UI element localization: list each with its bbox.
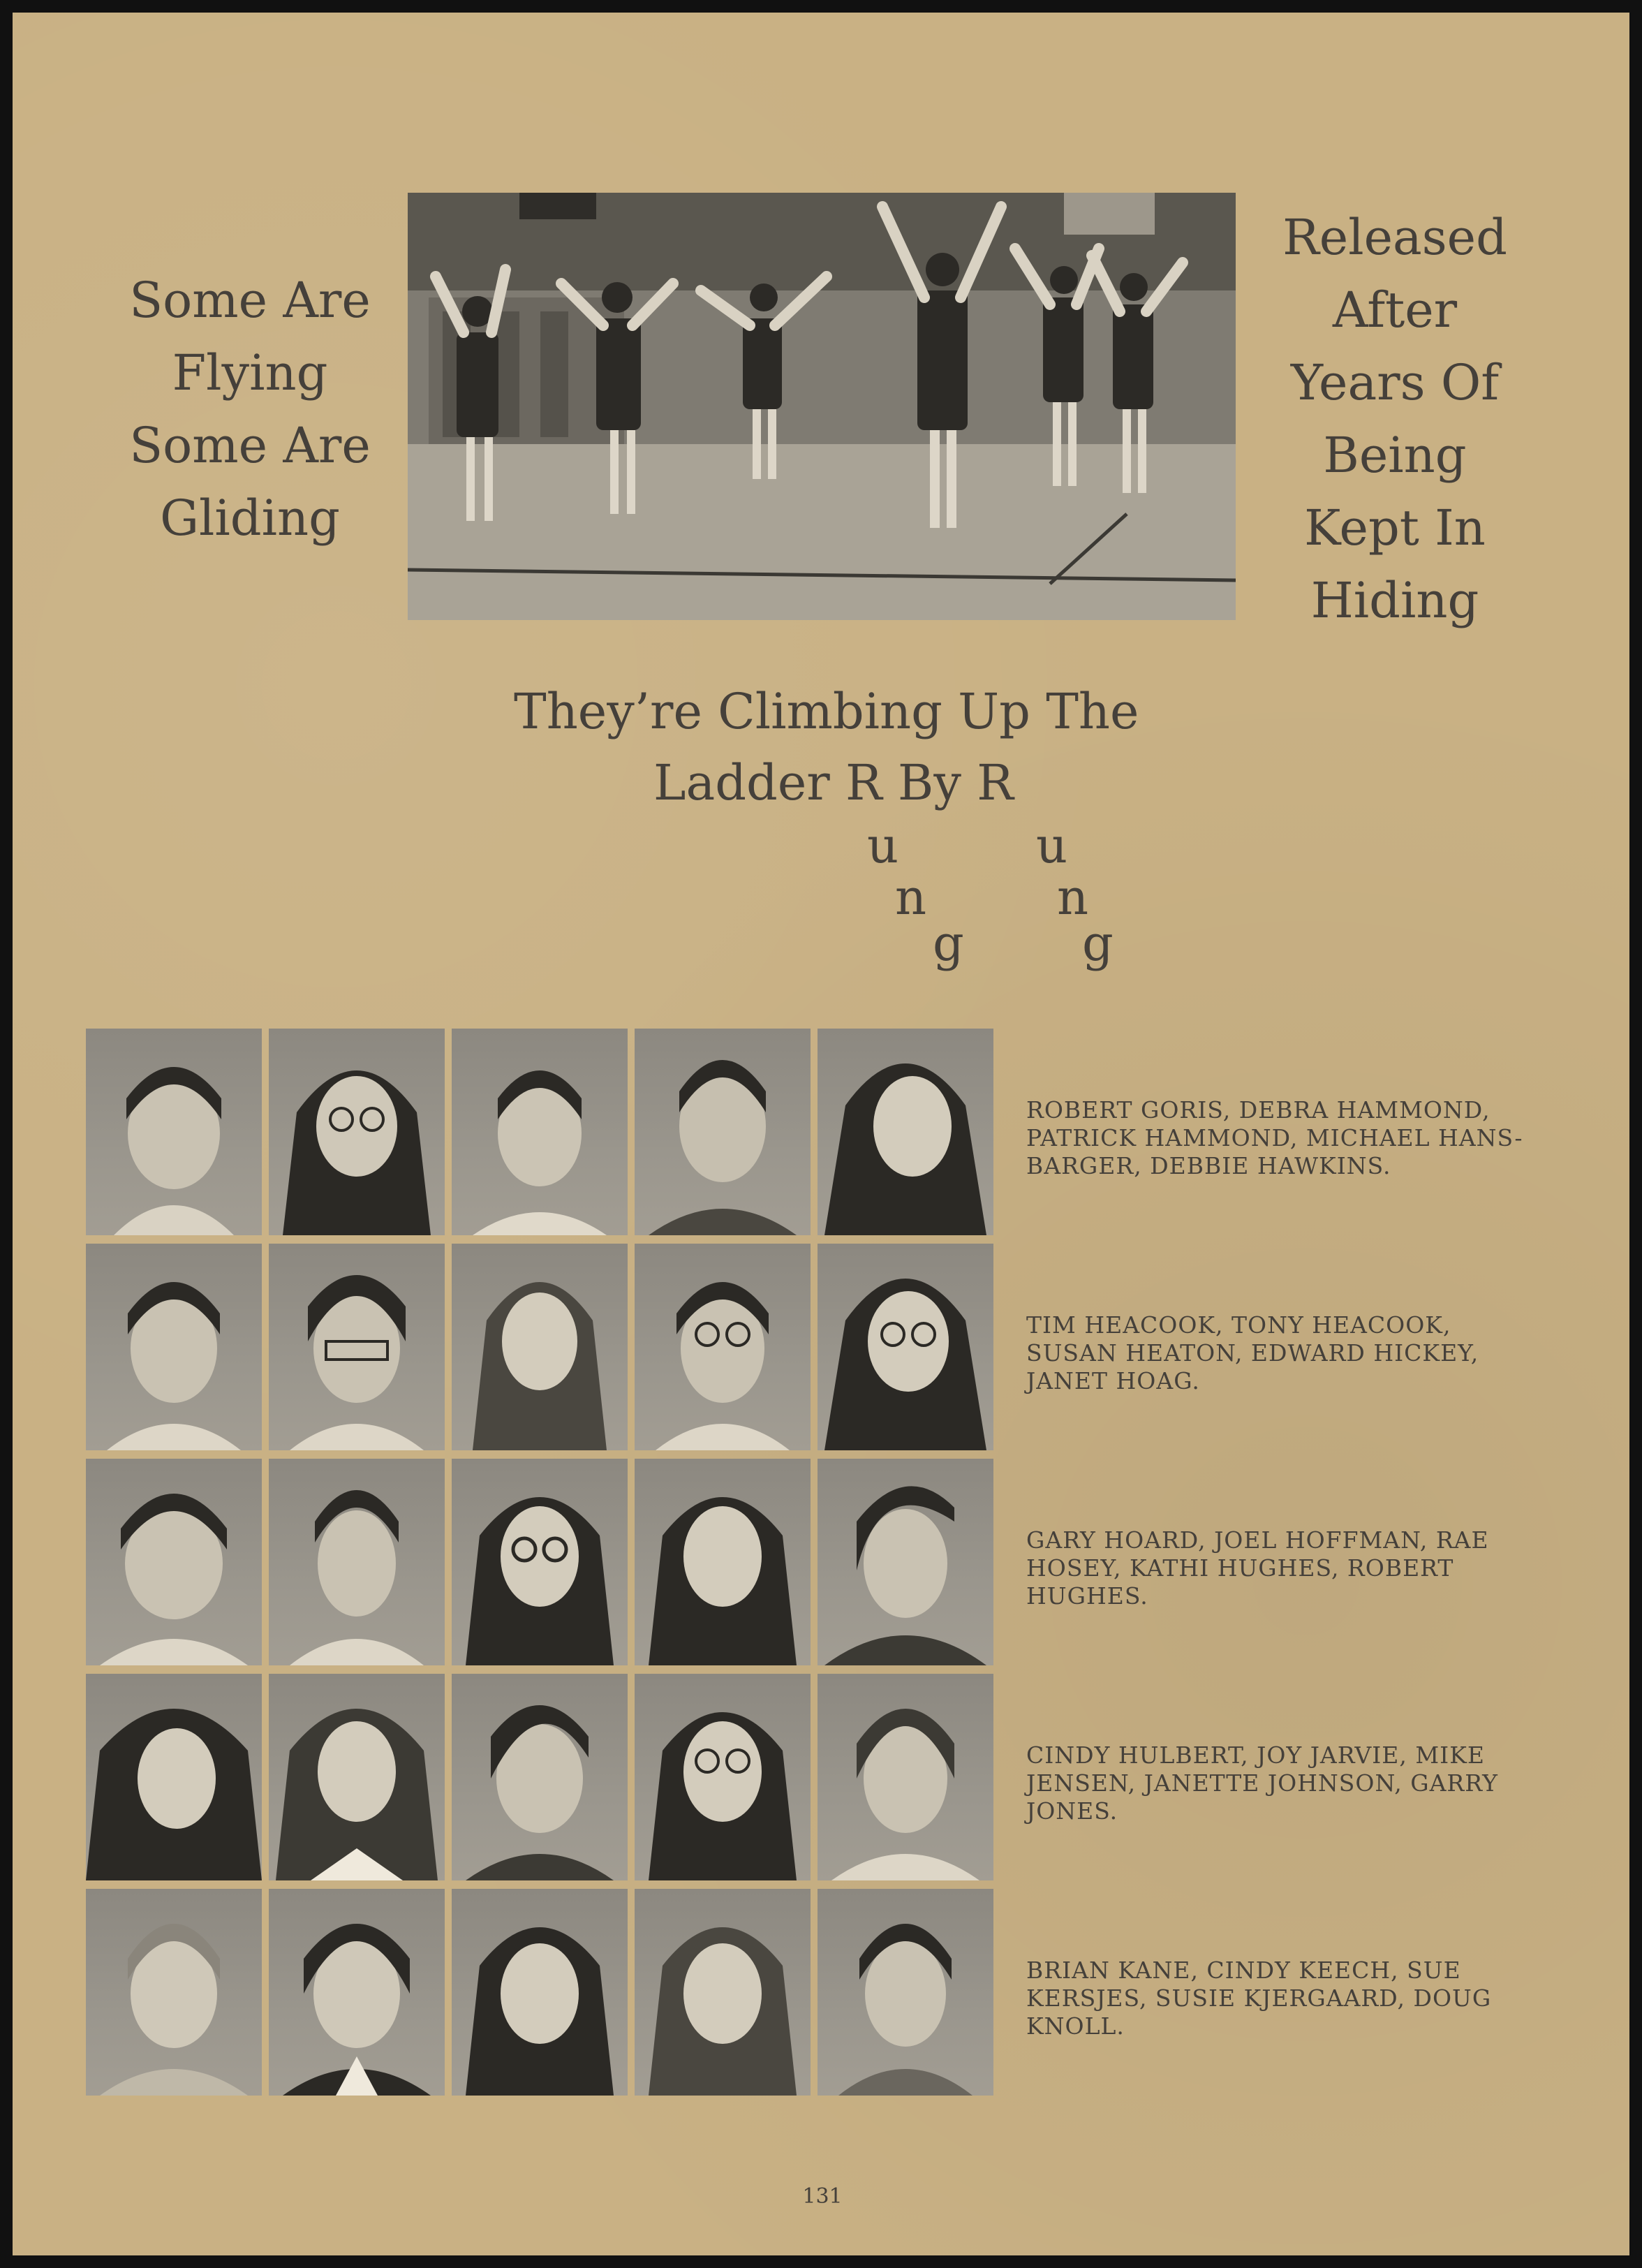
caption-line: JONES. [1026, 1797, 1118, 1825]
headline-line-1: They’re Climbing Up The [514, 683, 1139, 740]
poem-left-line: Flying [172, 344, 328, 402]
student-portrait [635, 1674, 811, 1880]
student-portrait [269, 1674, 445, 1880]
caption-line: KERSJES, SUSIE KJERGAARD, DOUG [1026, 1984, 1492, 2012]
rung-left-letter: g [933, 915, 964, 972]
student-portrait [452, 1674, 628, 1880]
student-portrait [269, 1029, 445, 1235]
caption-line: HOSEY, KATHI HUGHES, ROBERT [1026, 1554, 1454, 1582]
student-portrait [452, 1244, 628, 1450]
portrait-row [86, 1889, 1007, 2096]
poem-left-line: Some Are [129, 417, 371, 474]
poem-right-line: Kept In [1304, 499, 1486, 557]
row-caption [1026, 1526, 1557, 1610]
rung-right-letter: u [1036, 817, 1068, 874]
caption-line: BARGER, DEBBIE HAWKINS. [1026, 1152, 1391, 1179]
portrait-row [86, 1459, 1007, 1665]
student-portrait [818, 1029, 993, 1235]
student-portrait [452, 1889, 628, 2096]
student-portrait [86, 1459, 262, 1665]
portrait-row [86, 1029, 1007, 1235]
student-portrait [635, 1459, 811, 1665]
portrait-grid [86, 1029, 1007, 2104]
student-portrait [635, 1244, 811, 1450]
yearbook-page [13, 13, 1629, 2255]
caption-line: KNOLL. [1026, 2012, 1125, 2040]
student-portrait [635, 1029, 811, 1235]
student-portrait [86, 1889, 262, 2096]
caption-line: ROBERT GORIS, DEBRA HAMMOND, [1026, 1096, 1491, 1124]
row-caption [1026, 1096, 1557, 1180]
student-portrait [452, 1029, 628, 1235]
student-portrait [452, 1459, 628, 1665]
student-portrait [818, 1244, 993, 1450]
poem-right-line: Released [1282, 209, 1507, 266]
row-caption [1026, 1742, 1557, 1825]
rung-left-letter: u [867, 817, 899, 874]
rung-right-letter: g [1082, 915, 1114, 972]
poem-right [1269, 201, 1521, 637]
caption-line: CINDY HULBERT, JOY JARVIE, MIKE [1026, 1742, 1485, 1769]
student-portrait [269, 1244, 445, 1450]
rung-right-letter: n [1057, 869, 1089, 926]
caption-line: JENSEN, JANETTE JOHNSON, GARRY [1026, 1769, 1498, 1797]
caption-line: TIM HEACOOK, TONY HEACOOK, [1026, 1311, 1451, 1339]
row-caption [1026, 1311, 1557, 1395]
cheerleaders-photo-image [408, 193, 1236, 620]
caption-line: GARY HOARD, JOEL HOFFMAN, RAE [1026, 1526, 1489, 1554]
caption-line: BRIAN KANE, CINDY KEECH, SUE [1026, 1957, 1461, 1984]
poem-left [89, 264, 410, 554]
portrait-row [86, 1244, 1007, 1450]
student-portrait [818, 1674, 993, 1880]
caption-line: PATRICK HAMMOND, MICHAEL HANS- [1026, 1124, 1523, 1151]
poem-right-line: Hiding [1310, 572, 1479, 629]
page-number: 131 [802, 2184, 843, 2209]
headline-line-2: Ladder R By R [653, 754, 1014, 811]
row-caption [1026, 1957, 1557, 2040]
student-portrait [86, 1674, 262, 1880]
student-portrait [818, 1889, 993, 2096]
poem-left-line: Some Are [129, 272, 371, 329]
caption-line: JANET HOAG. [1026, 1367, 1200, 1394]
student-portrait [269, 1459, 445, 1665]
caption-line: HUGHES. [1026, 1582, 1148, 1610]
student-portrait [86, 1244, 262, 1450]
poem-left-line: Gliding [160, 489, 340, 547]
cheerleaders-photo [408, 193, 1236, 620]
poem-right-line: After [1332, 281, 1458, 339]
portrait-row [86, 1674, 1007, 1880]
student-portrait [635, 1889, 811, 2096]
student-portrait [818, 1459, 993, 1665]
poem-right-line: Years Of [1290, 354, 1500, 411]
poem-right-line: Being [1323, 427, 1467, 484]
rung-left-letter: n [895, 869, 927, 926]
caption-line: SUSAN HEATON, EDWARD HICKEY, [1026, 1339, 1479, 1367]
student-portrait [86, 1029, 262, 1235]
student-portrait [269, 1889, 445, 2096]
